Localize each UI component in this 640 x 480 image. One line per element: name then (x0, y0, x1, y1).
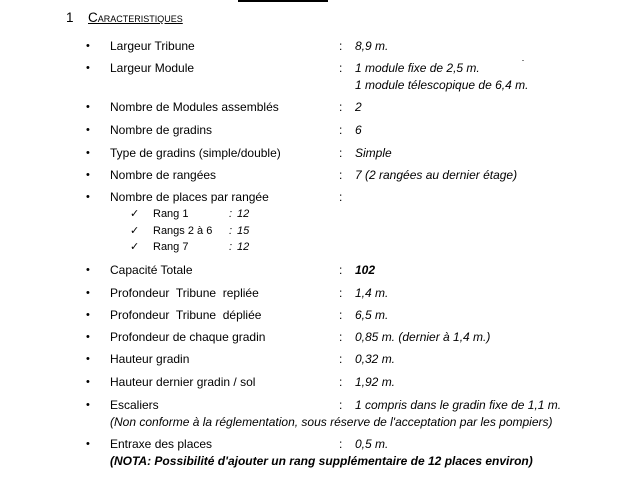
bullet-icon: • (86, 101, 90, 113)
spec-item-type-gradins (0, 145, 640, 161)
spec-item-nombre-modules (0, 99, 640, 115)
spec-item-profondeur-repliee (0, 285, 640, 301)
colon-separator: : (229, 241, 233, 253)
spec-value: Simple (355, 146, 392, 160)
colon-separator: : (339, 39, 343, 53)
spec-item-capacite-totale (0, 262, 640, 278)
bullet-icon: • (86, 264, 90, 276)
spec-label: Type de gradins (simple/double) (110, 146, 281, 160)
spec-label: Entraxe des places (110, 437, 213, 451)
spec-item-profondeur-gradin (0, 329, 640, 345)
spec-value: 1,92 m. (355, 375, 396, 389)
sub-value: 12 (237, 208, 250, 220)
spec-value: 6,5 m. (355, 308, 389, 322)
bullet-icon: • (86, 169, 90, 181)
spec-label: Hauteur dernier gradin / sol (110, 375, 256, 389)
colon-separator: : (339, 61, 343, 75)
sub-label: Rang 7 (153, 241, 189, 253)
section-number: 1 (66, 10, 74, 25)
spec-value: 0,85 m. (dernier à 1,4 m.) (355, 330, 491, 344)
spec-item-escaliers (0, 397, 640, 429)
bullet-icon: • (86, 191, 90, 203)
spec-value: 1,4 m. (355, 286, 389, 300)
sub-item-rangs-2-6 (0, 223, 640, 239)
spec-item-largeur-module (0, 60, 640, 92)
colon-separator: : (229, 208, 233, 220)
spec-value: 6 (355, 123, 362, 137)
spec-label: Nombre de places par rangée (110, 190, 269, 204)
spec-label: Nombre de rangées (110, 168, 217, 182)
check-icon: ✓ (130, 241, 140, 253)
sub-label: Rang 1 (153, 208, 189, 220)
colon-separator: : (339, 168, 343, 182)
sub-item-rang-7 (0, 239, 640, 255)
colon-separator: : (339, 352, 343, 366)
spec-item-nombre-rangees (0, 167, 640, 183)
top-rule (238, 0, 328, 2)
spec-label: Hauteur gradin (110, 352, 190, 366)
sub-label: Rangs 2 à 6 (153, 225, 213, 237)
colon-separator: : (339, 398, 343, 412)
colon-separator: : (339, 190, 343, 204)
spec-value: 8,9 m. (355, 39, 389, 53)
spec-value: 1 compris dans le gradin fixe de 1,1 m. (355, 398, 562, 412)
spec-item-largeur-tribune (0, 38, 640, 54)
colon-separator: : (339, 308, 343, 322)
spec-item-hauteur-gradin (0, 351, 640, 367)
spec-value: 0,5 m. (355, 437, 389, 451)
spec-value-line2: 1 module télescopique de 6,4 m. (355, 78, 529, 92)
spec-label: Largeur Tribune (110, 39, 195, 53)
colon-separator: : (339, 286, 343, 300)
check-icon: ✓ (130, 225, 140, 237)
spec-item-places-par-rangee (0, 189, 640, 205)
sub-value: 15 (237, 225, 250, 237)
bullet-icon: • (86, 353, 90, 365)
sub-value: 12 (237, 241, 250, 253)
spec-value: 2 (355, 100, 362, 114)
bullet-icon: • (86, 147, 90, 159)
bullet-icon: • (86, 309, 90, 321)
spec-label: Largeur Module (110, 61, 195, 75)
spec-label: Profondeur de chaque gradin (110, 330, 266, 344)
colon-separator: : (339, 375, 343, 389)
spec-value: 102 (355, 263, 376, 277)
spec-item-hauteur-dernier-gradin (0, 374, 640, 390)
colon-separator: : (339, 330, 343, 344)
spec-label: Nombre de gradins (110, 123, 213, 137)
spec-value: 7 (2 rangées au dernier étage) (355, 168, 518, 182)
bullet-icon: • (86, 438, 90, 450)
colon-separator: : (339, 437, 343, 451)
bullet-icon: • (86, 399, 90, 411)
spec-item-nombre-gradins (0, 122, 640, 138)
spec-note: (Non conforme à la réglementation, sous réserve de l'acceptation par les pompiers) (110, 415, 553, 429)
spec-item-profondeur-depliee (0, 307, 640, 323)
bullet-icon: • (86, 40, 90, 52)
bullet-icon: • (86, 331, 90, 343)
spec-item-entraxe (0, 436, 640, 468)
sub-item-rang-1 (0, 206, 640, 222)
section-title: Caracteristiques (88, 10, 183, 25)
spec-label: Escaliers (110, 398, 159, 412)
colon-separator: : (339, 123, 343, 137)
spec-value: 1 module fixe de 2,5 m. (355, 61, 480, 75)
spec-note: (NOTA: Possibilité d'ajouter un rang supplémentaire de 12 places environ) (110, 454, 533, 468)
spec-label: Capacité Totale (110, 263, 193, 277)
spec-label: Profondeur Tribune repliée (110, 286, 259, 300)
spec-label: Nombre de Modules assemblés (110, 100, 279, 114)
bullet-icon: • (86, 287, 90, 299)
check-icon: ✓ (130, 208, 140, 220)
bullet-icon: • (86, 376, 90, 388)
bullet-icon: • (86, 124, 90, 136)
colon-separator: : (229, 225, 233, 237)
spec-value: 0,32 m. (355, 352, 396, 366)
colon-separator: : (339, 100, 343, 114)
colon-separator: : (339, 146, 343, 160)
spec-label: Profondeur Tribune dépliée (110, 308, 262, 322)
bullet-icon: • (86, 62, 90, 74)
colon-separator: : (339, 263, 343, 277)
